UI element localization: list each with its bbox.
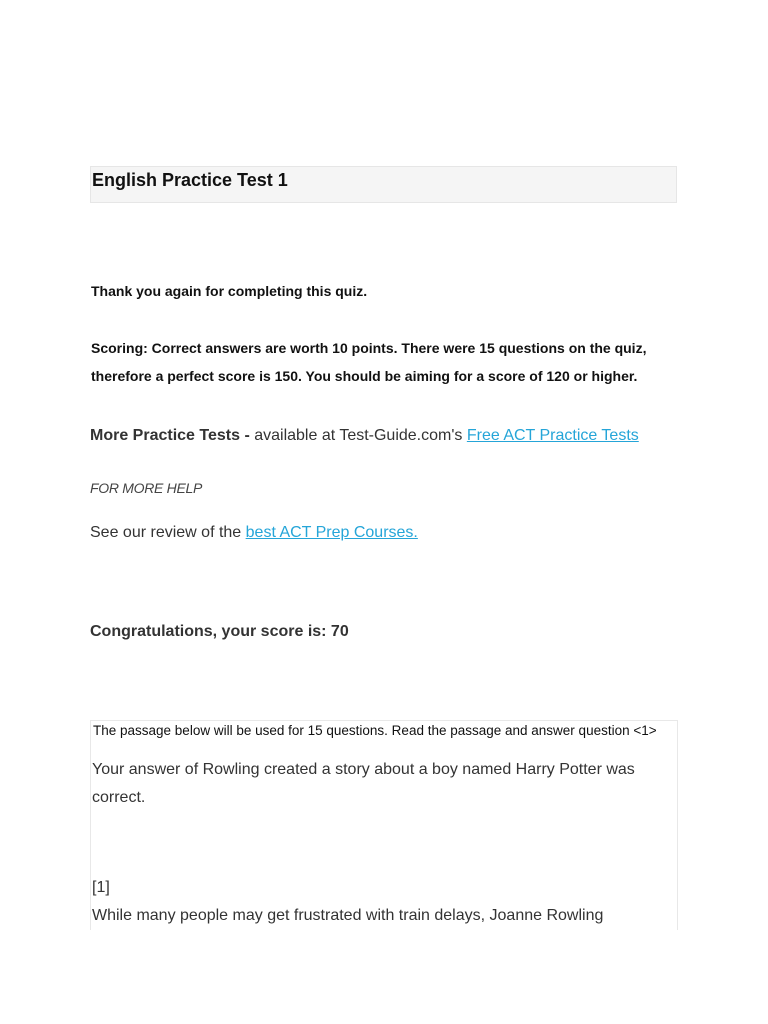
- passage-intro: The passage below will be used for 15 questions. Read the passage and answer question <1>: [93, 723, 657, 738]
- passage-panel: [90, 720, 678, 930]
- quiz-title-box: [90, 166, 677, 203]
- best-act-prep-courses-link[interactable]: best ACT Prep Courses.: [245, 524, 418, 541]
- more-practice-tests: [90, 422, 670, 450]
- paragraph-text: While many people may get frustrated with train delays, Joanne Rowling: [92, 907, 604, 924]
- for-more-help-heading: FOR MORE HELP: [90, 480, 203, 496]
- score-result: Congratulations, your score is: 70: [90, 623, 349, 640]
- scoring-info: Scoring: Correct answers are worth 10 points. There were 15 questions on the quiz, therefore a perfect score is 150. You should be aiming for a score of 120 or higher.: [91, 340, 647, 384]
- more-tests-label: More Practice Tests -: [90, 427, 250, 444]
- free-act-practice-tests-link[interactable]: Free ACT Practice Tests: [466, 427, 639, 444]
- thanks-message: Thank you again for completing this quiz.: [91, 283, 368, 299]
- page-title: English Practice Test 1: [92, 170, 288, 190]
- paragraph-number: [1]: [92, 879, 110, 896]
- answer-feedback: Your answer of Rowling created a story about a boy named Harry Potter was correct.: [92, 761, 635, 806]
- review-line: [90, 524, 418, 542]
- more-tests-text: available at Test-Guide.com's: [249, 427, 467, 444]
- review-text: See our review of the: [90, 524, 246, 541]
